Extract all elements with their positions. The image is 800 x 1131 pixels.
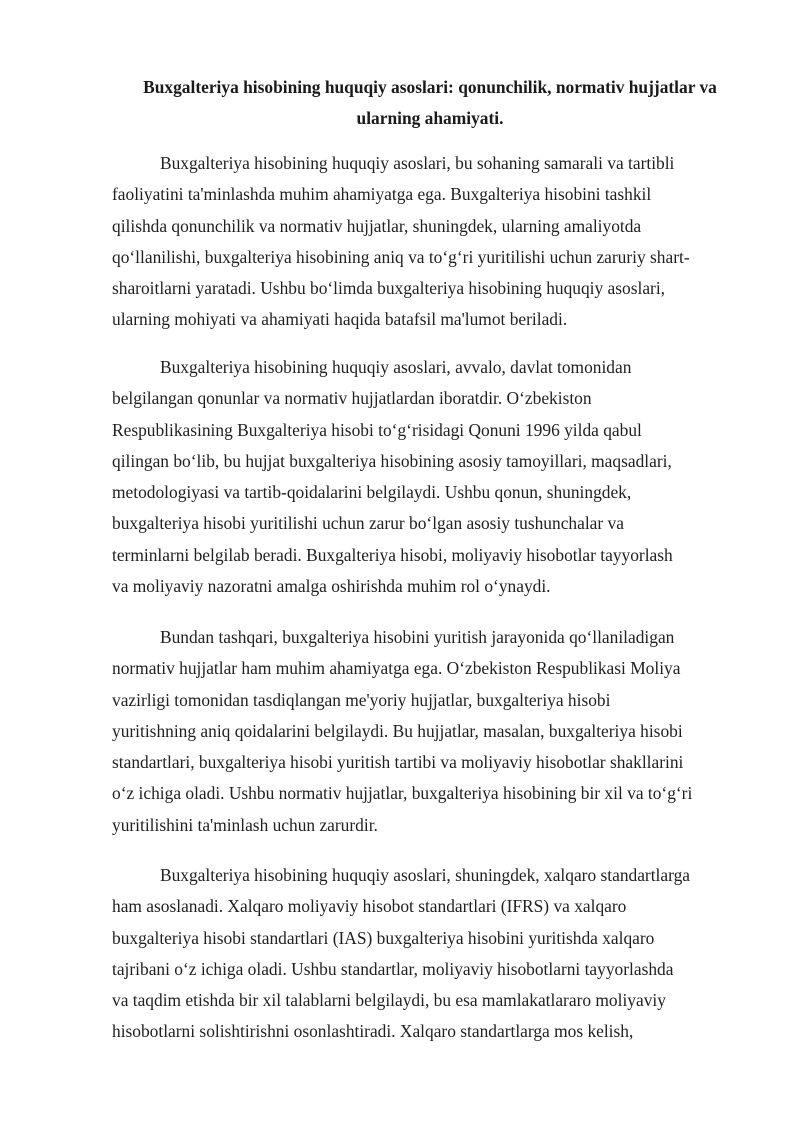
paragraph-line: Respublikasining Buxgalteriya hisobi to‘g‘risidagi Qonuni 1996 yilda qabul	[112, 419, 642, 440]
paragraph-line: normativ hujjatlar ham muhim ahamiyatga ega. O‘zbekiston Respublikasi Moliya	[112, 658, 681, 679]
paragraph-line: terminlarni belgilab beradi. Buxgalteriya hisobi, moliyaviy hisobotlar tayyorlash	[112, 544, 673, 565]
paragraph-line: o‘z ichiga oladi. Ushbu normativ hujjatlar, buxgalteriya hisobining bir xil va to‘g‘ri	[112, 783, 693, 804]
paragraph-line: qilishda qonunchilik va normativ hujjatlar, shuningdek, ularning amaliyotda	[112, 215, 642, 236]
paragraph-line: Buxgalteriya hisobining huquqiy asoslari, bu sohaning samarali va tartibli	[160, 153, 675, 173]
paragraph-line: sharoitlarni yaratadi. Ushbu bo‘limda buxgalteriya hisobining huquqiy asoslari,	[112, 278, 666, 299]
paragraph-line: Buxgalteriya hisobining huquqiy asoslari, shuningdek, xalqaro standartlarga	[160, 865, 690, 885]
paragraph-line: tajribani o‘z ichiga oladi. Ushbu standartlar, moliyaviy hisobotlarni tayyorlashda	[112, 958, 674, 979]
paragraph-line: va moliyaviy nazoratni amalga oshirishda muhim rol o‘ynaydi.	[112, 576, 551, 597]
paragraph-line: qo‘llanilishi, buxgalteriya hisobining aniq va to‘g‘ri yuritilishi uchun zaruriy shart-	[112, 246, 690, 267]
paragraph-line: Buxgalteriya hisobining huquqiy asoslari, avvalo, davlat tomonidan	[160, 357, 632, 377]
paragraph-3	[112, 622, 692, 841]
title-line: Buxgalteriya hisobining huquqiy asoslari: qonunchilik, normativ hujjatlar va	[143, 77, 717, 97]
paragraph-line: belgilangan qonunlar va normativ hujjatlardan iboratdir. O‘zbekiston	[112, 388, 592, 409]
paragraph-line: yuritilishini ta'minlash uchun zarurdir.	[112, 814, 378, 835]
document-title	[112, 72, 748, 134]
paragraph-line: yuritishning aniq qoidalarini belgilaydi. Bu hujjatlar, masalan, buxgalteriya hisobi	[112, 720, 683, 741]
paragraph-line: vazirligi tomonidan tasdiqlangan me'yoriy hujjatlar, buxgalteriya hisobi	[112, 689, 611, 710]
paragraph-line: metodologiyasi va tartib-qoidalarini belgilaydi. Ushbu qonun, shuningdek,	[112, 482, 632, 503]
paragraph-line: va taqdim etishda bir xil talablarni belgilaydi, bu esa mamlakatlararo moliyaviy	[112, 990, 666, 1011]
paragraph-1	[112, 148, 690, 336]
paragraph-line: ham asoslanadi. Xalqaro moliyaviy hisobot standartlari (IFRS) va xalqaro	[112, 896, 627, 917]
paragraph-4	[112, 860, 690, 1048]
paragraph-line: buxgalteriya hisobi yuritilishi uchun zarur bo‘lgan asosiy tushunchalar va	[112, 513, 624, 534]
paragraph-line: hisobotlarni solishtirishni osonlashtiradi. Xalqaro standartlarga mos kelish,	[112, 1021, 634, 1042]
paragraph-line: faoliyatini ta'minlashda muhim ahamiyatga ega. Buxgalteriya hisobini tashkil	[112, 184, 652, 205]
paragraph-line: Bundan tashqari, buxgalteriya hisobini yuritish jarayonida qo‘llaniladigan	[160, 627, 675, 647]
paragraph-2	[112, 352, 673, 602]
paragraph-line: ularning mohiyati va ahamiyati haqida batafsil ma'lumot beriladi.	[112, 309, 568, 330]
paragraph-line: standartlari, buxgalteriya hisobi yuritish tartibi va moliyaviy hisobotlar shakllarini	[112, 752, 684, 773]
paragraph-line: qilingan bo‘lib, bu hujjat buxgalteriya hisobining asosiy tamoyillari, maqsadlari,	[112, 450, 672, 471]
title-line: ularning ahamiyati.	[356, 108, 504, 128]
paragraph-line: buxgalteriya hisobi standartlari (IAS) buxgalteriya hisobini yuritishda xalqaro	[112, 927, 655, 948]
